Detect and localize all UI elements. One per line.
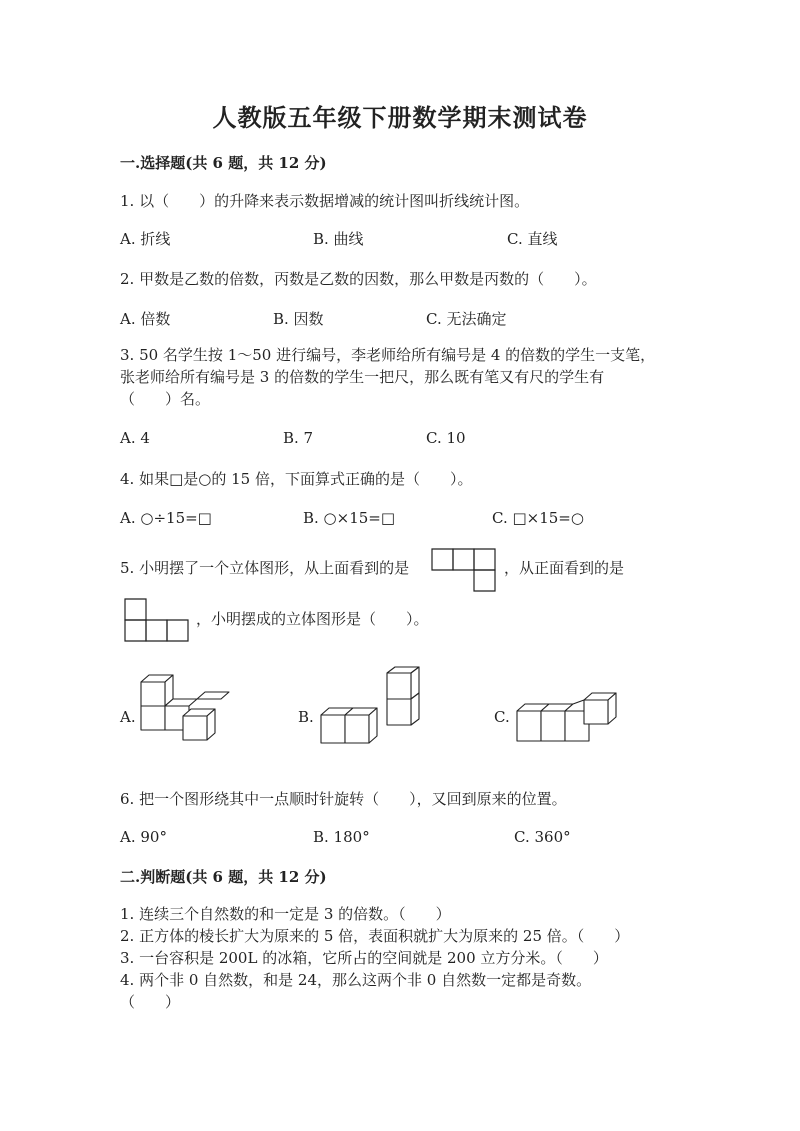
q2-option-c: C. 无法确定: [426, 310, 507, 328]
q6-option-c: C. 360°: [514, 828, 571, 846]
q6-option-b: B. 180°: [313, 828, 370, 846]
question-1: 1. 以（ ）的升降来表示数据增减的统计图叫折线统计图。: [120, 192, 530, 210]
question-2: 2. 甲数是乙数的倍数，丙数是乙数的因数，那么甲数是丙数的（ ）。: [120, 270, 597, 288]
q3-option-b: B. 7: [283, 429, 314, 447]
q1-option-a: A. 折线: [120, 230, 171, 248]
q5-option-b-figure: [318, 665, 426, 747]
question-4: 4. 如果□是○的 15 倍，下面算式正确的是（ ）。: [120, 470, 473, 488]
page-title: 人教版五年级下册数学期末测试卷: [212, 103, 588, 132]
judge-item-4: 4. 两个非 0 自然数，和是 24，那么这两个非 0 自然数一定都是奇数。: [120, 971, 592, 989]
question-6: 6. 把一个图形绕其中一点顺时针旋转（ ），又回到原来的位置。: [120, 790, 567, 808]
judge-item-4-answer: （ ）: [120, 993, 181, 1011]
top-view-figure: [431, 548, 497, 592]
q5-option-c-figure: [514, 690, 618, 746]
q1-option-c: C. 直线: [507, 230, 558, 248]
q6-option-a: A. 90°: [120, 828, 167, 846]
q5-option-a-figure: [138, 672, 230, 746]
question-3-line-2: 张老师给所有编号是 3 的倍数的学生一把尺，那么既有笔又有尺的学生有: [120, 368, 605, 386]
q5-option-b-label: B.: [298, 708, 314, 726]
question-3-line-1: 3. 50 名学生按 1～50 进行编号，李老师给所有编号是 4 的倍数的学生一支笔，: [120, 346, 656, 364]
q4-option-a: A. ○÷15=□: [120, 509, 212, 527]
q3-option-a: A. 4: [120, 429, 150, 447]
judge-item-1: 1. 连续三个自然数的和一定是 3 的倍数。（ ）: [120, 905, 451, 923]
q1-option-b: B. 曲线: [313, 230, 364, 248]
question-5-part-1: 5. 小明摆了一个立体图形，从上面看到的是: [120, 559, 410, 577]
question-5-part-3: ，小明摆成的立体图形是（ ）。: [196, 610, 429, 628]
q3-option-c: C. 10: [426, 429, 466, 447]
q2-option-b: B. 因数: [273, 310, 324, 328]
front-view-figure: [124, 598, 190, 642]
q5-option-a-label: A.: [120, 708, 136, 726]
judge-item-2: 2. 正方体的棱长扩大为原来的 5 倍，表面积就扩大为原来的 25 倍。（ ）: [120, 927, 630, 945]
q5-option-c-label: C.: [494, 708, 510, 726]
q2-option-a: A. 倍数: [120, 310, 171, 328]
section-heading-judge: 二.判断题(共 6 题，共 12 分): [120, 868, 327, 886]
q4-option-b: B. ○×15=□: [303, 509, 396, 527]
question-3-line-3: （ ）名。: [120, 390, 211, 408]
q4-option-c: C. □×15=○: [492, 509, 584, 527]
question-5-part-2: ，从正面看到的是: [504, 559, 625, 577]
section-heading-choice: 一.选择题(共 6 题，共 12 分): [120, 154, 327, 172]
judge-item-3: 3. 一台容积是 200L 的冰箱，它所占的空间就是 200 立方分米。（ ）: [120, 949, 608, 967]
